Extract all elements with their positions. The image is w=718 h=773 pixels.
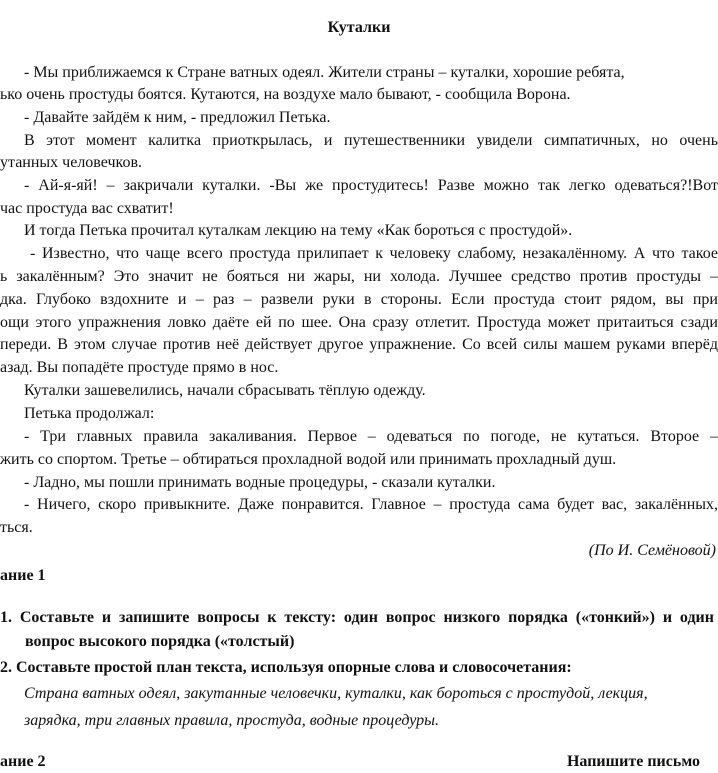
story-line-3: - Давайте зайдём к ним, - предложил Петька.: [24, 109, 331, 126]
task1-question1-line2: вопрос высокого порядка («толстый): [25, 633, 295, 650]
story-line-14: азад. Вы попадёте простуде прямо в нос.: [0, 359, 279, 376]
story-line-16: Петька продолжал:: [24, 405, 155, 422]
story-line-18: жить со спортом. Третье – обтираться прохладной водой или принимать прохладный душ.: [0, 451, 617, 468]
task2-instruction: Напишите письмо: [566, 753, 700, 770]
story-line-7: час простуда вас схватит!: [0, 200, 174, 217]
story-line-13: переди. В этом случае против неё действует другое упражнение. Со всей силы машем руками вперёд: [0, 336, 718, 353]
story-line-6: - Ай-я-яй! – закричали куталки. -Вы же простудитесь! Разве можно так легко одеваться?!Вот: [24, 177, 718, 194]
keywords-line-2: зарядка, три главных правила, простуда, водные процедуры.: [24, 712, 439, 729]
story-line-5: утанных человечков.: [0, 154, 143, 171]
task1-label: ание 1: [0, 567, 46, 584]
story-line-2: ько очень простуды боятся. Кутаются, на воздухе мало бывают, - сообщила Ворона.: [0, 86, 571, 103]
story-line-17: - Три главных правила закаливания. Первое – одеваться по погоде, не кутаться. Второе –: [24, 428, 718, 445]
story-line-10: ь закалённым? Это значит не бояться ни жары, ни холода. Лучшее средство против простуды –: [0, 268, 718, 285]
attribution: (По И. Семёновой): [588, 542, 716, 559]
story-line-12: ощи этого упражнения ловко даёте ей по шее. Она сразу отлетит. Простуда может притаиться сзади: [0, 314, 718, 331]
story-line-8: И тогда Петька прочитал куталкам лекцию на тему «Как бороться с простудой».: [24, 222, 573, 239]
story-line-11: дка. Глубоко вздохните и – раз – развели руки в стороны. Если простуда стоит рядом, вы при: [0, 291, 718, 308]
page-title: Куталки: [327, 19, 391, 36]
story-line-15: Куталки зашевелились, начали сбрасывать тёплую одежду.: [24, 382, 426, 399]
story-line-19: - Ладно, мы пошли принимать водные процедуры, - сказали куталки.: [24, 474, 496, 491]
story-line-21: ться.: [0, 519, 33, 536]
story-line-9: - Известно, что чаще всего простуда прилипает к человеку слабому, незакалённому. А что такое: [30, 245, 718, 262]
task1-question2: 2. Составьте простой план текста, используя опорные слова и словосочетания:: [0, 659, 572, 676]
story-line-4: В этот момент калитка приоткрылась, и путешественники увидели симпатичных, но очень: [24, 132, 718, 149]
task1-question1-line1: 1. Составьте и запишите вопросы к тексту: один вопрос низкого порядка («тонкий») и один: [0, 609, 714, 626]
keywords-line-1: Страна ватных одеял, закутанные человечки, куталки, как бороться с простудой, лекция,: [24, 685, 648, 702]
task2-label: ание 2: [0, 753, 46, 770]
story-line-20: - Ничего, скоро привыкните. Даже понравится. Главное – простуда сама будет вас, закалённых,: [24, 496, 718, 513]
story-line-1: - Мы приближаемся к Стране ватных одеял. Жители страны – куталки, хорошие ребята,: [24, 64, 625, 81]
